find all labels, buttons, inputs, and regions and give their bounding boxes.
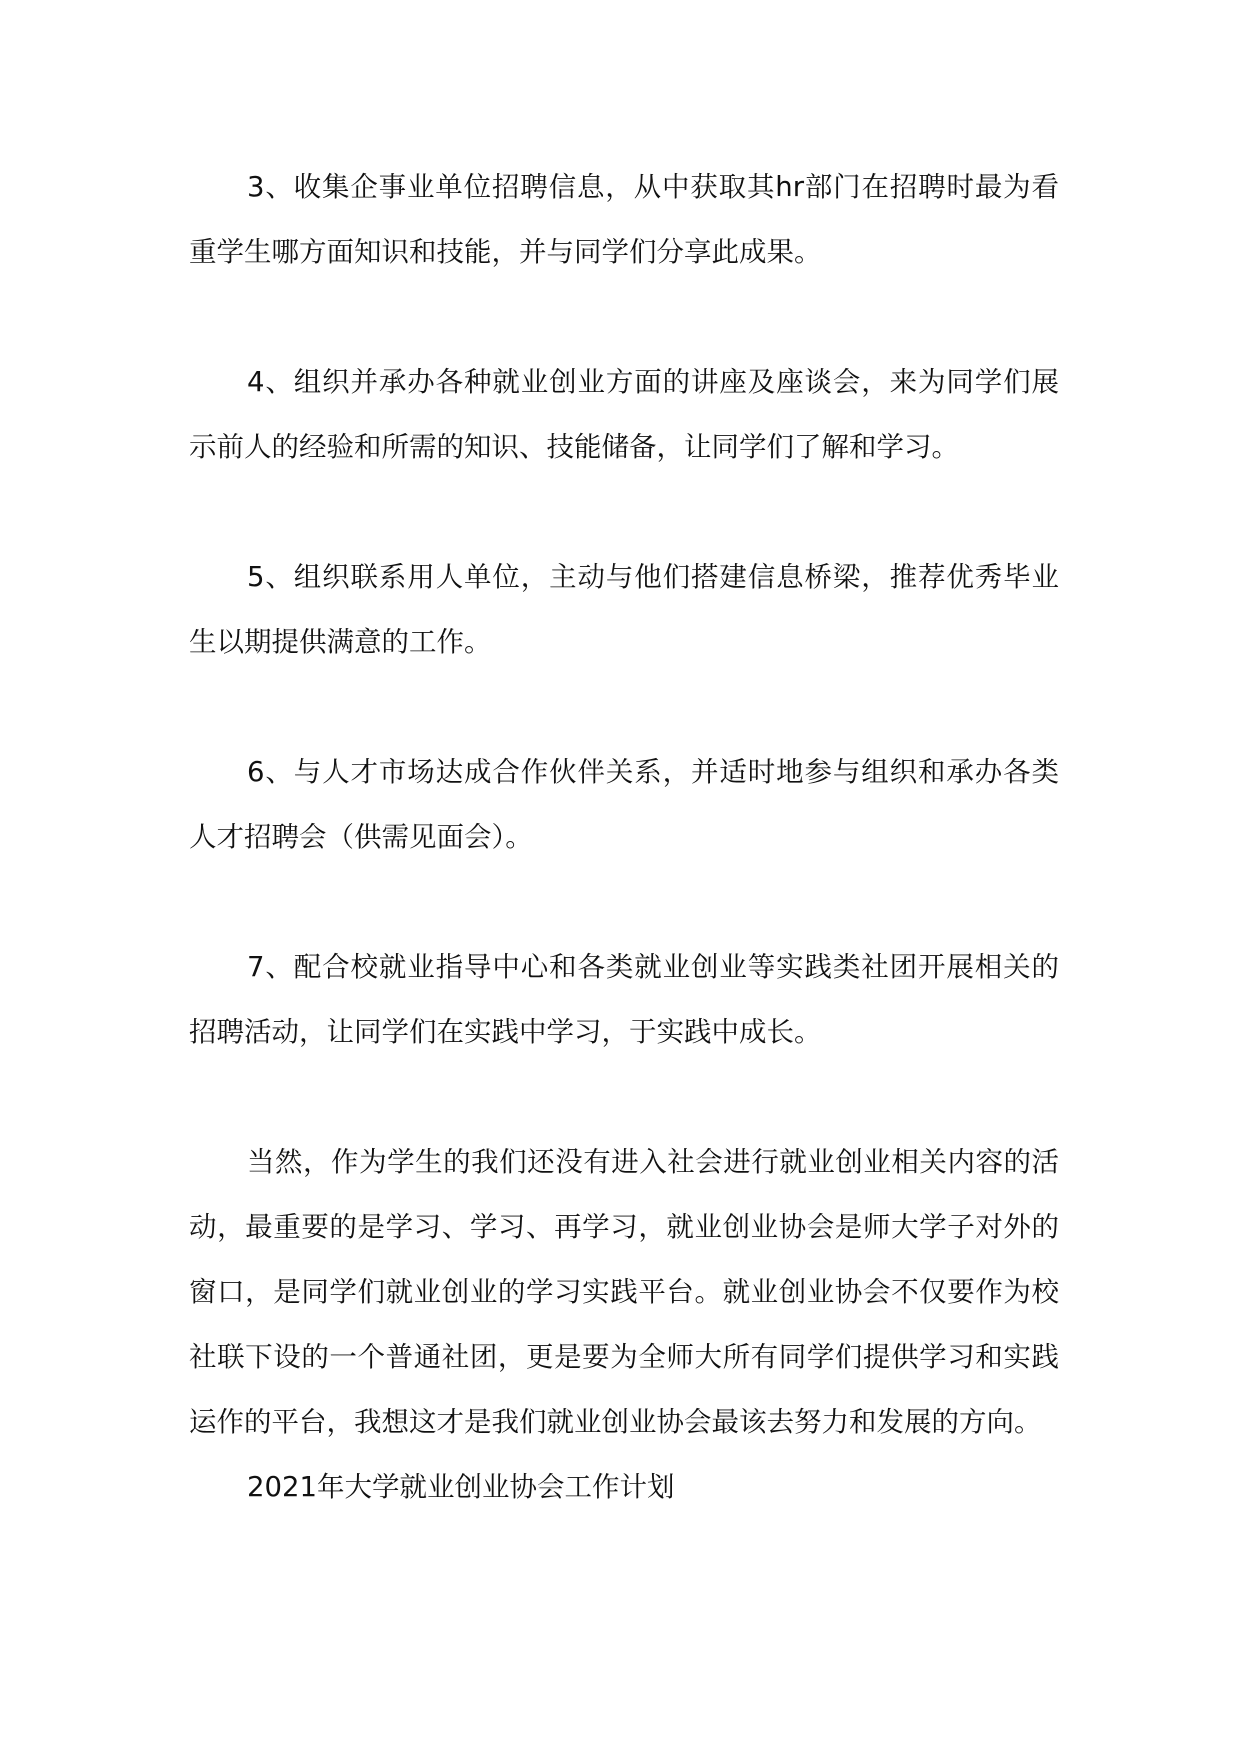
paragraph-item-7: 7、配合校就业指导中心和各类就业创业等实践类社团开展相关的招聘活动，让同学们在实践中学习，于实践中成长。 [189, 951, 1059, 1048]
paragraph-item-6: 6、与人才市场达成合作伙伴关系，并适时地参与组织和承办各类人才招聘会（供需见面会）。 [189, 756, 1059, 853]
document-body [189, 155, 1059, 1520]
paragraph-item-3: 3、收集企事业单位招聘信息，从中获取其hr部门在招聘时最为看重学生哪方面知识和技能，并与同学们分享此成果。 [189, 171, 1059, 268]
paragraph-item-5: 5、组织联系用人单位，主动与他们搭建信息桥梁，推荐优秀毕业生以期提供满意的工作。 [189, 561, 1059, 658]
paragraph-item-4: 4、组织并承办各种就业创业方面的讲座及座谈会，来为同学们展示前人的经验和所需的知识、技能储备，让同学们了解和学习。 [189, 366, 1059, 463]
closing-title: 2021年大学就业创业协会工作计划 [247, 1471, 675, 1503]
paragraph-conclusion: 当然，作为学生的我们还没有进入社会进行就业创业相关内容的活动，最重要的是学习、学习、再学习，就业创业协会是师大学子对外的窗口，是同学们就业创业的学习实践平台。就业创业协会不仅要作为校社联下设的一个普通社团，更是要为全师大所有同学们提供学习和实践运作的平台，我想这才是我们就业创业协会最该去努力和发展的方向。 [189, 1146, 1059, 1438]
